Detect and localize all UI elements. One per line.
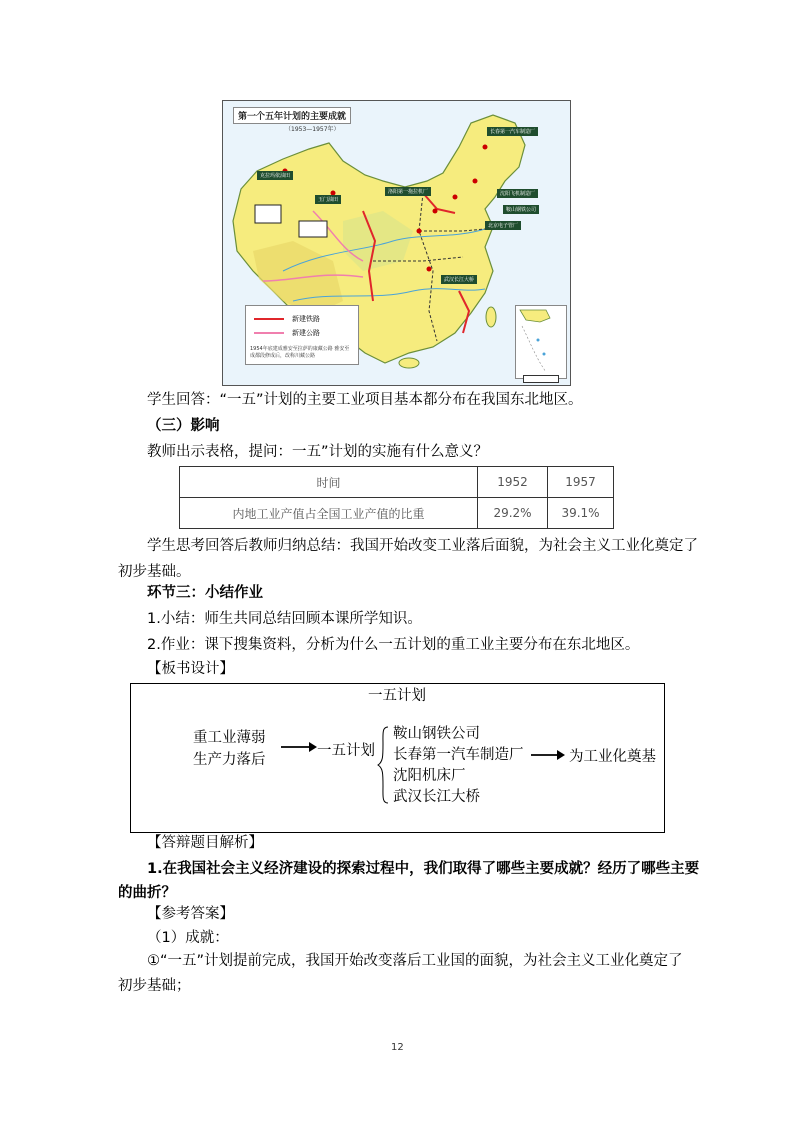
railway-line-icon bbox=[254, 318, 284, 320]
board-item: 武汉长江大桥 bbox=[393, 789, 480, 805]
map-label-karamay: 克拉玛依油田 bbox=[257, 171, 293, 180]
industrial-output-table bbox=[179, 466, 614, 529]
section3-heading: 环节三：小结作业 bbox=[147, 585, 263, 601]
board-left-line2: 生产力落后 bbox=[193, 752, 266, 768]
achievement-heading: （1）成就： bbox=[147, 930, 229, 946]
legend-railway: 新建铁路 bbox=[254, 314, 320, 324]
board-design-heading: 【板书设计】 bbox=[147, 661, 234, 677]
achievement-line1: ①“一五”计划提前完成，我国开始改变落后工业国的面貌，为社会主义工业化奠定了 bbox=[147, 953, 683, 969]
table-cell: 39.1% bbox=[548, 498, 614, 529]
highway-line-icon bbox=[254, 332, 284, 334]
student-answer-paragraph: 学生回答：“一五”计划的主要工业项目基本都分布在我国东北地区。 bbox=[147, 392, 583, 408]
influence-heading: （三）影响 bbox=[147, 418, 220, 434]
south-china-sea-inset bbox=[515, 305, 567, 379]
map-legend bbox=[245, 305, 359, 365]
table-header-cell: 1952 bbox=[478, 467, 548, 498]
map-label-luoyang: 洛阳第一拖拉机厂 bbox=[385, 187, 431, 196]
map-years: （1953—1957年） bbox=[285, 126, 340, 133]
question-line2: 的曲折？ bbox=[118, 885, 176, 901]
map-title: 第一个五年计划的主要成就 bbox=[233, 107, 351, 124]
curly-brace-icon bbox=[377, 726, 389, 804]
table-row bbox=[180, 498, 614, 529]
table-cell: 内地工业产值占全国工业产值的比重 bbox=[180, 498, 478, 529]
table-header-cell: 1957 bbox=[548, 467, 614, 498]
board-middle: 一五计划 bbox=[317, 743, 375, 759]
homework-item: 2.作业：课下搜集资料，分析为什么一五计划的重工业主要分布在东北地区。 bbox=[147, 637, 640, 653]
map-scale-bar bbox=[523, 375, 559, 383]
achievement-line2: 初步基础； bbox=[118, 978, 191, 994]
board-left-line1: 重工业薄弱 bbox=[193, 730, 266, 746]
map-label-anshan: 鞍山钢铁公司 bbox=[503, 205, 539, 214]
teacher-question-paragraph: 教师出示表格，提问：一五”计划的实施有什么意义？ bbox=[147, 444, 489, 460]
page-number: 12 bbox=[391, 1042, 404, 1053]
reference-answer-heading: 【参考答案】 bbox=[147, 906, 234, 922]
board-design-box bbox=[130, 683, 665, 833]
summary-paragraph-line1: 学生思考回答后教师归纳总结：我国开始改变工业落后面貌，为社会主义工业化奠定了 bbox=[147, 538, 698, 554]
summary-paragraph-line2: 初步基础。 bbox=[118, 564, 191, 580]
board-item: 鞍山钢铁公司 bbox=[393, 726, 480, 742]
map-figure bbox=[222, 100, 571, 386]
map-label-changchun: 长春第一汽车制造厂 bbox=[487, 127, 538, 136]
answer-analysis-heading: 【答辩题目解析】 bbox=[147, 835, 263, 851]
table-header-cell: 时间 bbox=[180, 467, 478, 498]
legend-note: 1954年底建成雅安至拉萨的康藏公路 雅安至成都段修成后，改称川藏公路 bbox=[250, 346, 350, 359]
table-row bbox=[180, 467, 614, 498]
map-label-wuhan: 武汉长江大桥 bbox=[441, 275, 477, 284]
map-label-shenyang: 沈阳飞机制造厂 bbox=[497, 189, 538, 198]
board-title: 一五计划 bbox=[368, 688, 426, 704]
board-item: 长春第一汽车制造厂 bbox=[393, 747, 524, 763]
summary-item: 1.小结：师生共同总结回顾本课所学知识。 bbox=[147, 611, 422, 627]
inset-map-graphic bbox=[516, 306, 566, 378]
map-label-beijing: 北京电子管厂 bbox=[485, 221, 521, 230]
table-cell: 29.2% bbox=[478, 498, 548, 529]
question-line1: 1.在我国社会主义经济建设的探索过程中，我们取得了哪些主要成就？经历了哪些主要 bbox=[147, 861, 700, 877]
board-result: 为工业化奠基 bbox=[569, 749, 656, 765]
arrow-right-icon bbox=[281, 741, 317, 753]
legend-highway: 新建公路 bbox=[254, 328, 320, 338]
board-item: 沈阳机床厂 bbox=[393, 768, 466, 784]
map-label-yumen: 玉门油田 bbox=[315, 195, 341, 204]
arrow-right-icon bbox=[531, 749, 565, 761]
